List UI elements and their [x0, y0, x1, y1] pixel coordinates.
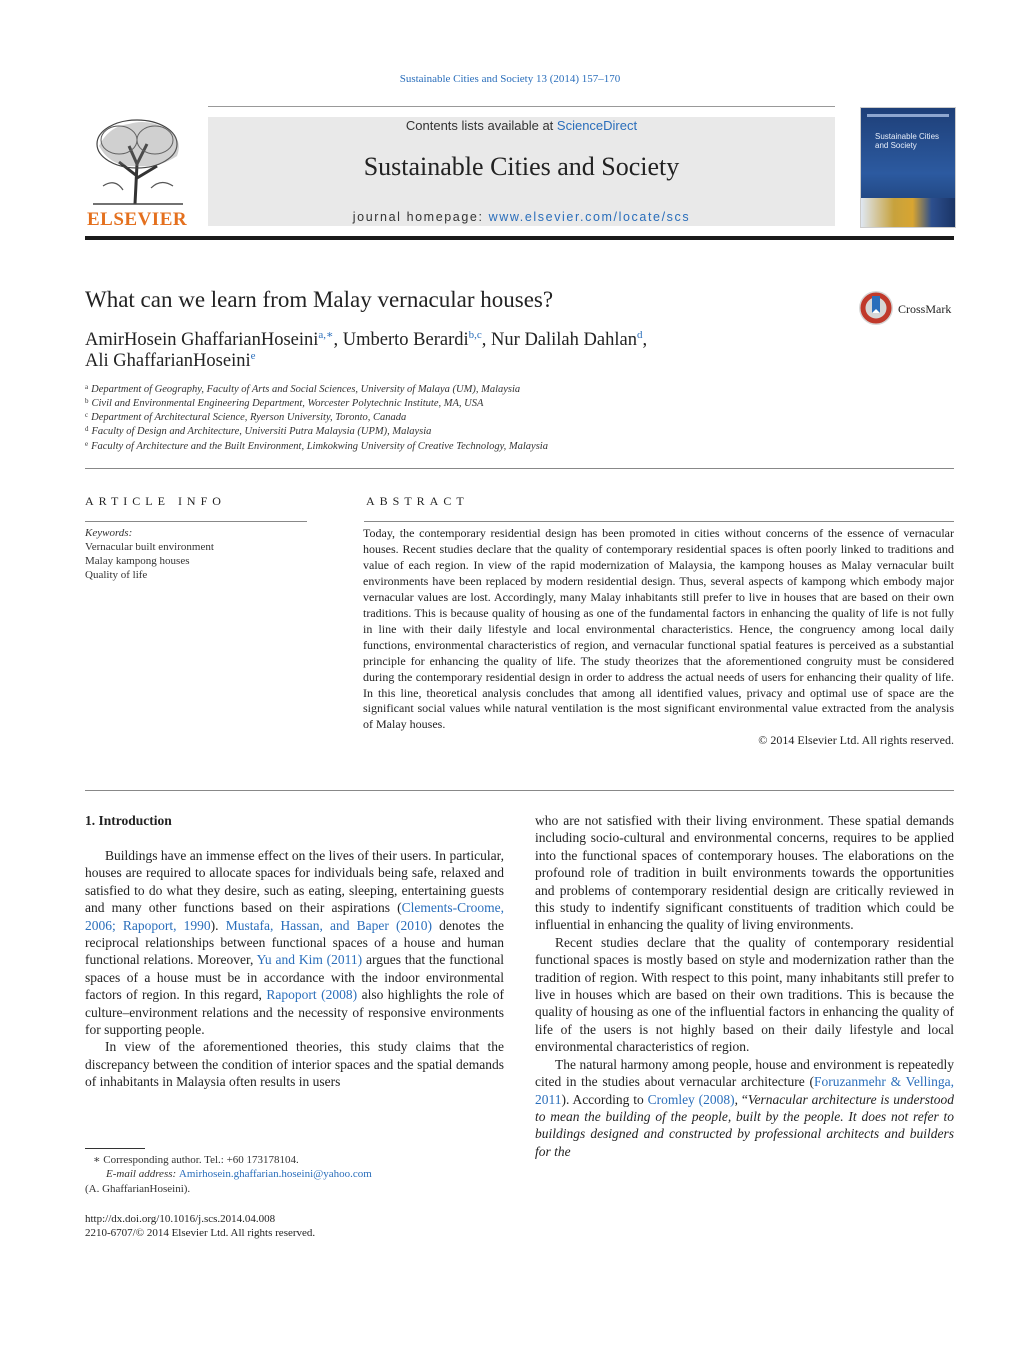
affiliation-e: $^e$ Faculty of Architecture and the Built Environment, Limkokwing University of Creative Technology, Malaysia [85, 440, 548, 452]
cover-title: Sustainable Cities and Society [875, 132, 940, 150]
affiliations-rule [85, 468, 954, 469]
article-info-heading: ARTICLE INFO [85, 494, 226, 508]
author-separator: , [642, 330, 648, 350]
affiliation-d: $^d$ Faculty of Design and Architecture, Universiti Putra Malaysia (UPM), Malaysia [85, 425, 432, 437]
author-affiliation-marker[interactable]: a,∗ [318, 329, 334, 341]
citation-link[interactable]: Rapoport (2008) [266, 987, 358, 1003]
journal-title[interactable]: Sustainable Cities and Society [363, 152, 680, 181]
body-column-left [85, 847, 504, 1091]
affiliation-c: $^c$ Department of Architectural Science, Ryerson University, Toronto, Canada [85, 411, 407, 423]
paragraph: The natural harmony among people, house and environment is repeatedly cited in the studies about vernacular architecture (Foruzanmehr & Vellinga, 2011). According to Cromley (2008), “Vernacular architecture is understood to mean the building of the people, built by the people. It does not refer to buildings designed and constructed by professional architects and builders for the [535, 1056, 954, 1159]
elsevier-tree-icon [89, 116, 187, 206]
contents-prefix: Contents lists available at [405, 118, 557, 133]
cover-image-strip [861, 198, 955, 227]
doi-link[interactable]: http://dx.doi.org/10.1016/j.scs.2014.04.008 [85, 1213, 276, 1225]
author-name[interactable]: Ali GhaffarianHoseini [85, 351, 251, 371]
paragraph: who are not satisfied with their living environment. These spatial demands including socio-cultural and environmental concerns, requires to be applied into the functional spaces of contemporary houses. The elaborations on the profound role of tradition in built environments towards the opportunities and problems of contemporary residential design are critically reviewed in this study to indentify significant constituents of tradition which could be influential in enhancing the quality of living environments. [535, 813, 954, 933]
abstract-copyright: © 2014 Elsevier Ltd. All rights reserved. [758, 733, 954, 748]
crossmark-label: CrossMark [898, 302, 952, 316]
author-list-line-2 [85, 350, 256, 372]
crossmark-icon [858, 290, 894, 326]
homepage-link[interactable]: www.elsevier.com/locate/scs [488, 210, 691, 224]
elsevier-logo[interactable] [85, 112, 193, 230]
homepage-prefix: journal homepage: [352, 210, 489, 224]
email-link[interactable]: Amirhosein.ghaffarian.hoseini@yahoo.com [178, 1168, 372, 1180]
masthead-top-rule [208, 106, 835, 107]
body-column-right [535, 812, 954, 1160]
author-list-line-1 [85, 328, 647, 351]
keyword-item[interactable]: Quality of life [85, 569, 148, 581]
author-affiliation-marker[interactable]: e [250, 350, 256, 362]
crossmark-badge[interactable] [858, 290, 958, 330]
keywords-label: Keywords: [85, 527, 133, 539]
author-name-note: (A. GhaffarianHoseini). [85, 1183, 191, 1195]
affiliation-a: $^a$ Department of Geography, Faculty of Arts and Social Sciences, University of Malaya (UM), Malaysia [85, 383, 521, 395]
citation-link[interactable]: Mustafa, Hassan, and Baper (2010) [225, 917, 432, 933]
paragraph: Recent studies declare that the quality of contemporary residential functional spaces is mostly based on style and modernization rather than the tradition of region. With respect to this point, many inhabitants still prefer to live in houses which are based on their own traditions. This is because the quality of housing as one of the influential factors in enhancing the quality of life of the users is not highly based on their daily lifestyle and local environmental characteristics of region. [535, 934, 954, 1055]
author-affiliation-marker[interactable]: b,c [468, 329, 482, 341]
article-info-rule [85, 521, 307, 522]
abstract-rule [364, 521, 954, 522]
citation-link[interactable]: Cromley (2008) [647, 1091, 735, 1107]
author-name[interactable]: Umberto Berardi [342, 330, 469, 350]
contents-line [208, 118, 835, 133]
article-title: What can we learn from Malay vernacular houses? [85, 287, 554, 312]
quotation: Vernacular architecture is understood to mean the building of the people, built by the people. It does not refer to buildings designed and constructed by professional architects and builders for the [535, 1091, 954, 1159]
paragraph: Buildings have an immense effect on the lives of their users. In particular, houses are required to allocate spaces for individuals being safe, relaxed and satisfied to do what they desire, such as eating, sleeping, entertaining guests and many other functions based on their aspirations (Clements-Croome, 2006; Rapoport, 1990). Mustafa, Hassan, and Baper (2010) denotes the reciprocal relationships between functional spaces of a house and human functional relations. Moreover, Yu and Kim (2011) argues that the functional spaces of a house must be in accordance with the indoor environmental factors of region. In this regard, Rapoport (2008) also highlights the role of culture–environment relations and the necessity of responsive environments for supporting people. [85, 848, 505, 1038]
author-name[interactable]: AmirHosein GhaffarianHoseini [85, 330, 319, 350]
journal-cover-thumbnail[interactable] [860, 107, 956, 228]
corresponding-author-note: ∗ Corresponding author. Tel.: +60 173178104. [93, 1154, 299, 1166]
citation-link[interactable]: Foruzanmehr & Vellinga, 2011 [535, 1074, 954, 1107]
masthead-bottom-rule [85, 236, 954, 240]
keyword-item[interactable]: Vernacular built environment [85, 541, 214, 553]
abstract-body [363, 526, 954, 749]
author-separator: , [333, 330, 343, 350]
section-heading-introduction: 1. Introduction [85, 813, 172, 828]
paragraph: In view of the aforementioned theories, this study claims that the discrepancy between the condition of interior spaces and the spatial demands of inhabitants in Malaysia often results in users [85, 1039, 504, 1090]
author-separator: , [481, 330, 492, 350]
affiliation-b: $^b$ Civil and Environmental Engineering Department, Worcester Polytechnic Institute, MA, USA [85, 397, 484, 409]
abstract-bottom-rule [85, 790, 954, 791]
publisher-wordmark: ELSEVIER [87, 209, 188, 230]
issn-copyright: 2210-6707/© 2014 Elsevier Ltd. All rights reserved. [85, 1227, 316, 1239]
citation-link[interactable]: Yu and Kim (2011) [256, 952, 363, 968]
cover-header-bar [867, 114, 949, 117]
running-head[interactable]: Sustainable Cities and Society 13 (2014) 157–170 [399, 73, 621, 85]
abstract-text: Today, the contemporary residential design has been promoted in cities without concerns of the essence of vernacular houses. Recent studies declare that the quality of contemporary residential spaces is often poorly linked to traditions and value of each region. In view of the rapid modernization of Malaysia, the kampong houses as Malay vernacular built environments have been replaced by modern residential design. Thus, several aspects of kampong which embody major vernacular values are lost. Accordingly, many Malay inhabitants still prefer to live in houses that are based on their own traditions. This is because quality of housing as one of the fundamental factors in enhancing the quality of life is not fully in line with their daily lifestyle and local environmental characteristics. Hence, the congruency among local daily functions, environmental characteristics of region, and vernacular functional spatial features is perceived as a substantial principle for enhancing the quality of life. The study theorizes that the aforementioned congruity must be considered during the contemporary residential design in order to address the actual needs of users for enhancing their quality of life. In this line, theoretical analysis concludes that among all identified values, privacy and optimal use of space are the significant social values while natural ventilation is the most significant environmental value extracted from the analysis of Malay houses. [363, 526, 954, 732]
footnote-rule [85, 1148, 145, 1149]
author-name[interactable]: Nur Dalilah Dahlan [491, 330, 637, 350]
email-note: E-mail address: Amirhosein.ghaffarian.hoseini@yahoo.com [106, 1168, 372, 1180]
abstract-heading: ABSTRACT [366, 494, 469, 508]
author-affiliation-marker[interactable]: d [636, 329, 643, 341]
journal-homepage [208, 210, 835, 224]
keyword-item[interactable]: Malay kampong houses [85, 555, 190, 567]
sciencedirect-link[interactable]: ScienceDirect [556, 118, 638, 133]
citation-link[interactable]: Clements-Croome, 2006; Rapoport, 1990 [85, 900, 504, 933]
